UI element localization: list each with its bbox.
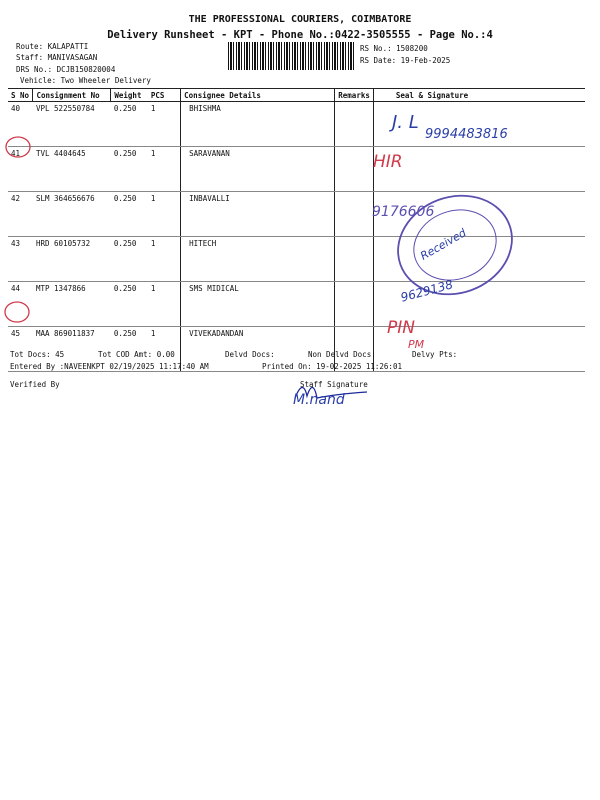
runsheet-subtitle: Delivery Runsheet - KPT - Phone No.:0422-3505555 - Page No.:4 bbox=[107, 29, 493, 41]
verified-by: Verified By bbox=[10, 380, 60, 389]
total-cod-amount: Tot COD Amt: 0.00 bbox=[98, 350, 175, 359]
weight: 0.250 bbox=[111, 327, 148, 372]
consignment-no: MTP 1347866 bbox=[33, 282, 111, 327]
staff-signature-label: Staff Signature bbox=[300, 380, 368, 389]
consignment-no: VPL 522550784 bbox=[33, 102, 111, 147]
non-delivered-docs: Non Delvd Docs: bbox=[308, 350, 376, 359]
handwritten-signature-1: J. L bbox=[392, 112, 419, 133]
handwritten-phone-1: 9994483816 bbox=[425, 127, 508, 142]
sno: 41 bbox=[8, 147, 33, 192]
sno: 44 bbox=[8, 282, 33, 327]
vehicle: Vehicle: Two Wheeler Delivery bbox=[20, 76, 151, 85]
pcs: 1 bbox=[148, 102, 181, 147]
weight: 0.250 bbox=[111, 102, 148, 147]
col-remarks: Remarks bbox=[335, 89, 374, 102]
pcs: 1 bbox=[148, 192, 181, 237]
circle-mark-45 bbox=[5, 302, 29, 322]
col-seal-signature: Seal & Signature bbox=[373, 89, 585, 102]
weight: 0.250 bbox=[111, 192, 148, 237]
consignee-name: BHISHMA bbox=[181, 102, 335, 147]
delivery-points: Delvy Pts: bbox=[412, 350, 458, 359]
consignment-no: SLM 364656676 bbox=[33, 192, 111, 237]
delivered-docs: Delvd Docs: bbox=[225, 350, 275, 359]
rs-date: RS Date: 19-Feb-2025 bbox=[360, 56, 451, 65]
consignment-no: MAA 869011837 bbox=[33, 327, 111, 372]
entered-by: Entered By :NAVEENKPT 02/19/2025 11:17:40 AM bbox=[10, 362, 209, 371]
circle-mark-41 bbox=[6, 137, 30, 157]
consignee-name: SARAVANAN bbox=[181, 147, 335, 192]
sno: 40 bbox=[8, 102, 33, 147]
consignee-name: HITECH bbox=[181, 237, 335, 282]
handwritten-hir: HIR bbox=[373, 152, 403, 172]
consignment-no: TVL 4404645 bbox=[33, 147, 111, 192]
drs-number: DRS No.: DCJB150820004 bbox=[16, 65, 116, 74]
handwritten-phone-2: 9176606 bbox=[372, 204, 435, 220]
company-title: THE PROFESSIONAL COURIERS, COIMBATORE bbox=[188, 14, 412, 25]
weight: 0.250 bbox=[111, 147, 148, 192]
col-consignee: Consignee Details bbox=[181, 89, 335, 102]
staff-signature: M.nand bbox=[293, 392, 345, 408]
col-consignment: Consignment No bbox=[33, 89, 111, 102]
col-sno: S No bbox=[8, 89, 33, 102]
consignee-name: SMS MIDICAL bbox=[181, 282, 335, 327]
col-weight: Weight bbox=[111, 89, 148, 102]
weight: 0.250 bbox=[111, 237, 148, 282]
handwritten-phone-3: 9629138 bbox=[399, 277, 455, 305]
consignment-no: HRD 60105732 bbox=[33, 237, 111, 282]
total-docs: Tot Docs: 45 bbox=[10, 350, 65, 359]
sno: 43 bbox=[8, 237, 33, 282]
sno: 45 bbox=[8, 327, 33, 372]
route: Route: KALAPATTI bbox=[16, 42, 89, 51]
col-pcs: PCS bbox=[148, 89, 181, 102]
consignee-name: INBAVALLI bbox=[181, 192, 335, 237]
rs-number: RS No.: 1508200 bbox=[360, 44, 428, 53]
consignee-name: VIVEKADANDAN bbox=[181, 327, 335, 372]
handwritten-pin: PIN bbox=[387, 318, 415, 338]
pcs: 1 bbox=[148, 327, 181, 372]
staff: Staff: MANIVASAGAN bbox=[16, 53, 98, 62]
pcs: 1 bbox=[148, 237, 181, 282]
handwritten-pm: PM bbox=[408, 338, 425, 351]
sno: 42 bbox=[8, 192, 33, 237]
pcs: 1 bbox=[148, 147, 181, 192]
pcs: 1 bbox=[148, 282, 181, 327]
weight: 0.250 bbox=[111, 282, 148, 327]
printed-on: Printed On: 19-02-2025 11:26:01 bbox=[262, 362, 402, 371]
stamp-received-text: Received bbox=[418, 226, 469, 263]
